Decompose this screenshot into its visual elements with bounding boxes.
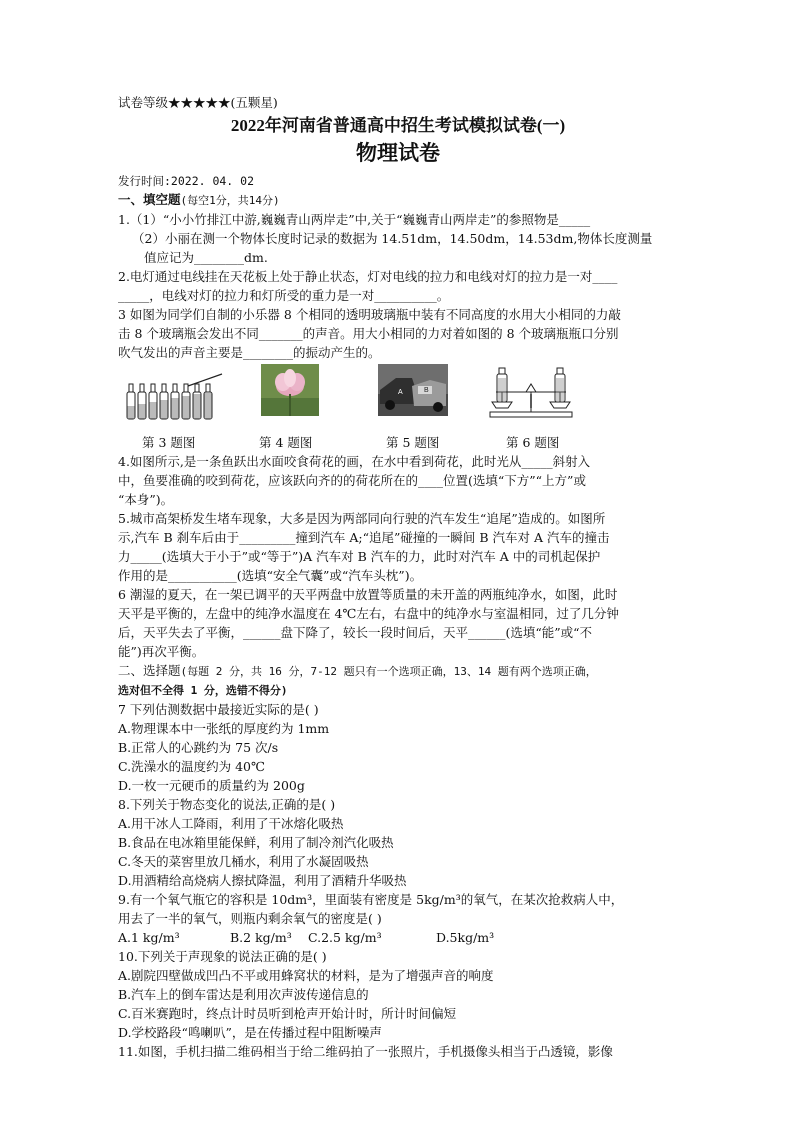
question-line: _____，电线对灯的拉力和灯所受的重力是一对__________。 <box>118 288 450 303</box>
figure-caption: 第 4 题图 <box>259 435 313 450</box>
figure-caption: 第 3 题图 <box>142 435 196 450</box>
option-line: C.冬天的菜窖里放几桶水，利用了水凝固吸热 <box>118 854 369 869</box>
question-line: 5.城市高架桥发生堵车现象，大多是因为两部同向行驶的汽车发生“追尾”造成的。如图所 <box>118 511 606 526</box>
option-a: A.1 kg/m³ <box>118 930 180 945</box>
section-title: 二、选择题 <box>118 663 181 678</box>
q9-options <box>118 928 678 947</box>
option-line: B.汽车上的倒车雷达是利用次声波传递信息的 <box>118 987 369 1002</box>
question-line: 7 下列估测数据中最接近实际的是( ) <box>118 702 319 717</box>
question-line: 击 8 个玻璃瓶会发出不同_______的声音。用大小相同的力对着如图的 8 个玻璃瓶瓶口分别 <box>118 326 619 341</box>
question-line: 9.有一个氧气瓶它的容积是 10dm³，里面装有密度是 5kg/m³的氧气，在某次抢救病人中， <box>118 892 624 907</box>
svg-text:A: A <box>398 389 403 396</box>
question-line: 2.电灯通过电线挂在天花板上处于静止状态，灯对电线的拉力和电线对灯的拉力是一对____ <box>118 269 618 284</box>
section-heading-fill-in <box>118 190 678 210</box>
section-note: (每空1分，共14分) <box>180 194 280 207</box>
question-line: 4.如图所示,是一条鱼跃出水面咬食荷花的画，在水中看到荷花，此时光从_____斜射入 <box>118 454 591 469</box>
question-line: 吹气发出的声音主要是________的振动产生的。 <box>118 345 381 360</box>
option-line: D.学校路段“鸣喇叭”，是在传播过程中阻断噪声 <box>118 1025 382 1040</box>
figure-caption: 第 6 题图 <box>506 435 560 450</box>
question-line: 8.下列关于物态变化的说法,正确的是( ) <box>118 797 336 812</box>
option-line: C.洗澡水的温度约为 40℃ <box>118 759 265 774</box>
question-line: 3 如图为同学们自制的小乐器 8 个相同的透明玻璃瓶中装有不同高度的水用大小相同的力敲 <box>118 307 621 322</box>
option-line: B.食品在电冰箱里能保鲜，利用了制冷剂汽化吸热 <box>118 835 394 850</box>
car-crash-photo <box>378 364 448 416</box>
option-line: B.正常人的心跳约为 75 次/s <box>118 740 279 755</box>
question-line: 力_____(选填大于小于”或“等于”)A 汽车对 B 汽车的力，此时对汽车 A 中的司机起保护 <box>118 549 601 564</box>
option-line: D.用酒精给高烧病人擦拭降温，利用了酒精升华吸热 <box>118 873 407 888</box>
exam-title: 2022年河南省普通高中招生考试模拟试卷(一) <box>230 116 566 135</box>
section-note: (每题 2 分，共 16 分，7-12 题只有一个选项正确，13、14 题有两个选项正确， <box>180 665 597 678</box>
question-line: 天平是平衡的，左盘中的纯净水温度在 4℃左右，右盘中的纯净水与室温相同，过了几分钟 <box>118 606 619 621</box>
question-line: 用去了一半的氧气，则瓶内剩余氧气的密度是( ) <box>118 911 382 926</box>
exam-rating: 试卷等级★★★★★(五颗星) <box>118 95 278 110</box>
option-line: A.物理课本中一张纸的厚度约为 1mm <box>118 721 330 736</box>
question-line: 能”)再次平衡。 <box>118 644 205 659</box>
figure-caption: 第 5 题图 <box>386 435 440 450</box>
issue-date: 发行时间:2022. 04. 02 <box>118 174 255 188</box>
option-d: D.5kg/m³ <box>436 930 495 945</box>
question-line: 示,汽车 B 刹车后由于_________撞到汽车 A;“追尾”碰撞的一瞬间 B 汽车对 A 汽车的撞击 <box>118 530 610 545</box>
question-line: 6 潮湿的夏天，在一架已调平的天平两盘中放置等质量的未开盖的两瓶纯净水，如图，此时 <box>118 587 618 602</box>
option-line: D.一枚一元硬币的质量约为 200g <box>118 778 305 793</box>
section-heading-choice <box>118 661 678 681</box>
option-line: A.剧院四壁做成凹凸不平或用蜂窝状的材料，是为了增强声音的响度 <box>118 968 494 983</box>
balance-scale-figure <box>486 364 576 418</box>
exam-subtitle: 物理试卷 <box>356 140 440 165</box>
section-note: 选对但不全得 1 分，选错不得分) <box>118 684 288 697</box>
lotus-photo <box>261 364 319 416</box>
option-line: C.百米赛跑时，终点计时员听到枪声开始计时，所计时间偏短 <box>118 1006 457 1021</box>
option-c: C.2.5 kg/m³ <box>308 930 382 945</box>
question-line: 10.下列关于声现象的说法正确的是( ) <box>118 949 327 964</box>
question-line: 1.（1）“小小竹排江中游,巍巍青山两岸走”中,关于“巍巍青山两岸走”的参照物是_____ <box>118 212 591 227</box>
exam-content <box>118 94 678 1061</box>
question-line: 值应记为________dm. <box>144 250 268 265</box>
question-line: “本身”)。 <box>118 492 174 507</box>
question-line: 后，天平失去了平衡，______盘下降了，较长一段时间后，天平______(选填“能”或“不 <box>118 625 593 640</box>
option-b: B.2 kg/m³ <box>230 930 292 945</box>
figures-row <box>118 364 678 434</box>
question-line: 11.如图，手机扫描二维码相当于给二维码拍了一张照片，手机摄像头相当于凸透镜，影像 <box>118 1044 613 1059</box>
section-title: 一、填空题 <box>118 192 181 207</box>
svg-text:B: B <box>424 387 429 394</box>
figure-captions <box>118 434 678 452</box>
question-line: （2）小丽在测一个物体长度时记录的数据为 14.51dm，14.50dm，14.53dm,物体长度测量 <box>132 231 653 246</box>
bottles-figure <box>126 372 226 422</box>
question-line: 中，鱼要准确的咬到荷花，应该跃向齐的的荷花所在的____位置(选填“下方”“上方”或 <box>118 473 586 488</box>
question-line: 作用的是___________(选填“安全气囊”或“汽车头枕”)。 <box>118 568 423 583</box>
option-line: A.用干冰人工降雨，利用了干冰熔化吸热 <box>118 816 344 831</box>
